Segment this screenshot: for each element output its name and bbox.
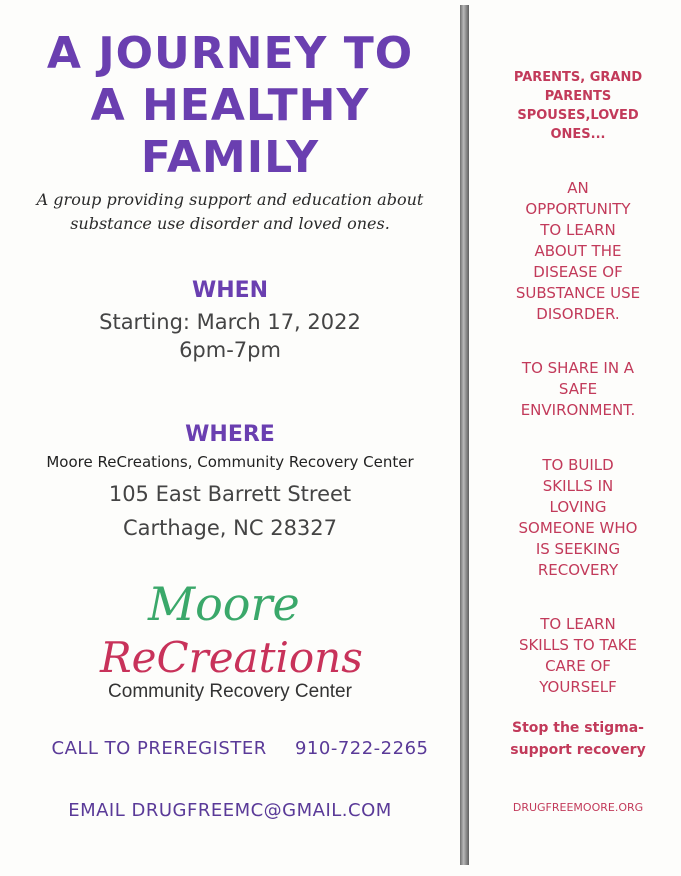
meeting-time: 6pm-7pm	[179, 338, 281, 362]
sidebar-line: SAFE	[558, 380, 598, 398]
sidebar-line: AN	[567, 179, 589, 197]
sidebar-line: DISORDER.	[536, 305, 620, 323]
sidebar-line: SKILLS IN	[542, 477, 614, 495]
flyer-sidebar	[478, 0, 678, 876]
call-to-preregister	[50, 738, 430, 759]
sidebar-share	[478, 358, 678, 421]
sidebar-line: LOVING	[549, 498, 607, 516]
sidebar-line: DISEASE OF	[533, 263, 623, 281]
sidebar-line: ENVIRONMENT.	[520, 401, 636, 419]
email-contact[interactable]: EMAIL DRUGFREEMC@GMAIL.COM	[68, 800, 392, 821]
flyer-description	[20, 188, 440, 236]
logo-word-moore: Moore	[148, 577, 300, 631]
description-line: substance use disorder and loved ones.	[70, 214, 390, 233]
venue-name: Moore ReCreations, Community Recovery Center	[46, 453, 414, 471]
sidebar-line: SKILLS TO TAKE	[518, 636, 638, 654]
logo-word-recreations: ReCreations	[100, 633, 363, 682]
description-line: A group providing support and education about	[36, 190, 424, 209]
when-heading: WHEN	[191, 278, 269, 303]
sidebar-line: ABOUT THE	[534, 242, 622, 260]
sidebar-line: SOMEONE WHO	[518, 519, 638, 537]
phone-number[interactable]: 910-722-2265	[294, 738, 429, 759]
sidebar-line: IS SEEKING	[535, 540, 621, 558]
venue-street: 105 East Barrett Street	[108, 482, 352, 506]
sidebar-line: TO BUILD	[542, 456, 614, 474]
sidebar-line: ONES...	[550, 127, 606, 142]
venue-city: Carthage, NC 28327	[122, 516, 338, 540]
sidebar-self-care	[478, 614, 678, 698]
sidebar-stigma	[478, 717, 678, 761]
vertical-divider	[460, 5, 469, 865]
sidebar-opportunity	[478, 178, 678, 325]
sidebar-line: TO SHARE IN A	[521, 359, 635, 377]
sidebar-line: support recovery	[510, 742, 646, 758]
where-heading: WHERE	[185, 422, 275, 447]
sidebar-website[interactable]: DRUGFREEMOORE.ORG	[512, 801, 644, 814]
logo-subtitle: Community Recovery Center	[108, 681, 352, 702]
title-line: A JOURNEY TO	[46, 28, 414, 79]
sidebar-line: SUBSTANCE USE	[515, 284, 641, 302]
sidebar-line: TO LEARN	[540, 221, 616, 239]
sidebar-line: PARENTS, GRAND	[513, 70, 643, 85]
call-label: CALL TO PREREGISTER	[51, 738, 267, 759]
sidebar-line: YOURSELF	[539, 678, 617, 696]
sidebar-line: OPPORTUNITY	[525, 200, 631, 218]
sidebar-line: RECOVERY	[537, 561, 619, 579]
sidebar-audience	[478, 68, 678, 144]
title-line: FAMILY	[140, 132, 320, 183]
flyer-title	[0, 28, 460, 184]
sidebar-line: PARENTS	[544, 89, 612, 104]
sidebar-line: SPOUSES,LOVED	[517, 108, 639, 123]
sidebar-build-skills	[478, 455, 678, 581]
start-date: Starting: March 17, 2022	[99, 310, 361, 334]
sidebar-line: Stop the stigma-	[511, 720, 644, 736]
sidebar-line: CARE OF	[545, 657, 611, 675]
title-line: A HEALTHY	[90, 80, 370, 131]
sidebar-line: TO LEARN	[540, 615, 616, 633]
